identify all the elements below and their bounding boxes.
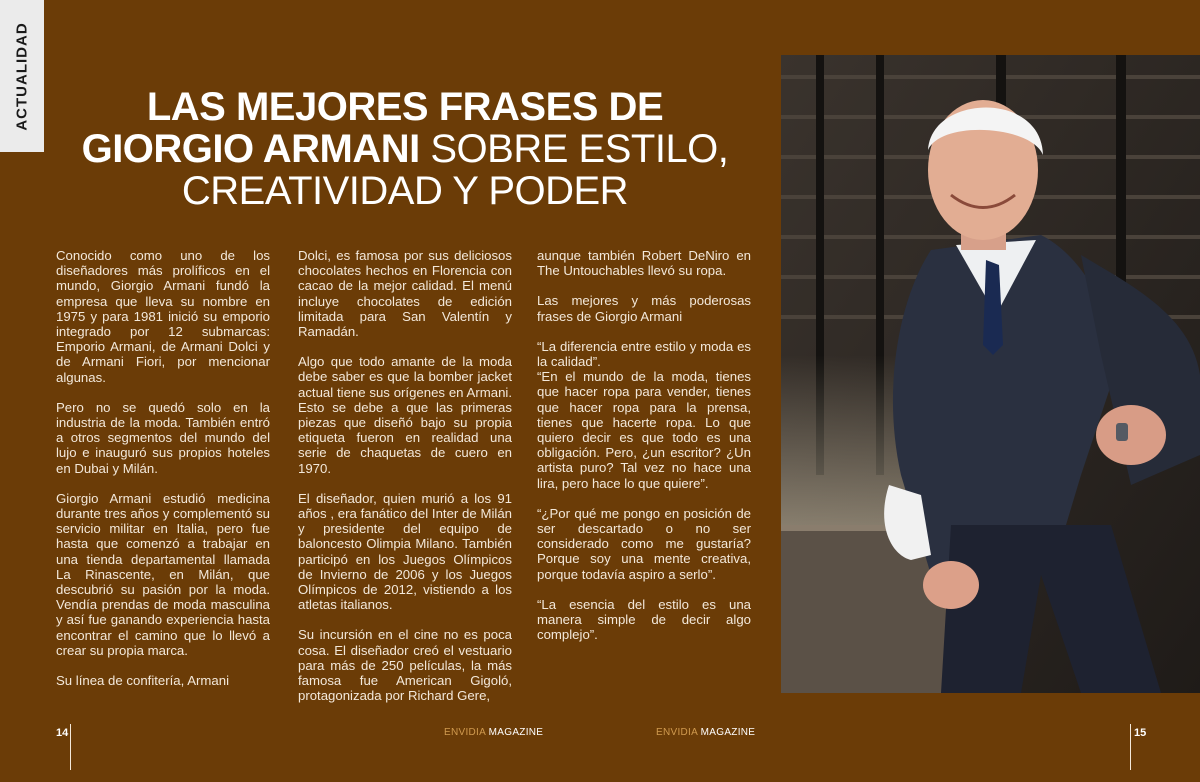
section-label: ACTUALIDAD xyxy=(13,21,31,131)
headline-line1: LAS MEJORES FRASES DE xyxy=(146,85,664,129)
page-number-left: 14 xyxy=(56,727,69,739)
brand-magazine: MAGAZINE xyxy=(697,727,756,738)
quote: “La esencia del estilo es una manera simple de decir algo complejo”. xyxy=(537,596,751,643)
text-column-1 xyxy=(56,248,270,703)
text-column-2 xyxy=(298,248,512,718)
paragraph: Algo que todo amante de la moda debe saber es que la bomber jacket actual tiene sus orígenes en Armani. Esto se debe a que las primeras piezas que diseñó bajo su propia etiqueta fueron en realidad una serie de chaquetas de cuero en 1970. xyxy=(298,354,512,476)
paragraph: Conocido como uno de los diseñadores más prolíficos en el mundo, Giorgio Armani fundó la empresa que lleva su nombre en 1975 y para 1981 inició su emporio integrado por 12 submarcas: Emporio Armani, de Armani Dolci y de Armani Fiori, por mencionar algunas. xyxy=(56,248,270,385)
footer-divider-left xyxy=(70,724,71,770)
headline-name: GIORGIO ARMANI xyxy=(81,127,420,171)
page-number-right: 15 xyxy=(1134,727,1147,739)
quotes-intro: Las mejores y más poderosas frases de Giorgio Armani xyxy=(537,293,751,324)
paragraph: Giorgio Armani estudió medicina durante tres años y complementó su servicio militar en Italia, pero fue hasta que comenzó a trabajar en una tienda departamental llamada La Rinascente, en Milán, que descubrió su pasión por la moda. Vendía prendas de moda masculina y así fue ganando experiencia hasta encontrar el camino que lo llevó a crear su propia marca. xyxy=(56,490,270,658)
footer-brand-right xyxy=(656,727,755,738)
footer-divider-right xyxy=(1130,724,1131,770)
brand-envidia: ENVIDIA xyxy=(444,727,486,738)
paragraph: Dolci, es famosa por sus deliciosos chocolates hechos en Florencia con cacao de la mejor calidad. El menú incluye chocolates de edición limitada para San Valentín y Ramadán. xyxy=(298,248,512,340)
paragraph: Pero no se quedó solo en la industria de la moda. También entró a otros segmentos del mundo del lujo e inauguró sus propios hoteles en Dubai y Milán. xyxy=(56,399,270,476)
quote: “La diferencia entre estilo y moda es la calidad”. xyxy=(537,338,751,370)
text-column-3 xyxy=(537,248,751,657)
paragraph: El diseñador, quien murió a los 91 años , era fanático del Inter de Milán y presidente del equipo de baloncesto Olimpia Milano. También participó en los Juegos Olímpicos de Invierno de 2006 y los Juegos Olímpicos de 2012, vistiendo a los atletas italianos. xyxy=(298,490,512,613)
section-tab xyxy=(0,0,44,152)
paragraph: Su línea de confitería, Armani xyxy=(56,673,230,689)
paragraph: Su incursión en el cine no es poca cosa. El diseñador creó el vestuario para más de 250 películas, la más famosa fue American Gigoló, protagonizada por Richard Gere, xyxy=(298,627,512,704)
headline-line3: CREATIVIDAD Y PODER xyxy=(181,169,629,213)
brand-magazine: MAGAZINE xyxy=(485,727,544,738)
quote: “¿Por qué me pongo en posición de ser descartado o no ser considerado como me gustaría? Porque soy una mente creativa, porque todavía aspiro a serlo”. xyxy=(537,505,751,582)
footer-brand-left xyxy=(444,727,543,738)
paragraph: aunque también Robert DeNiro en The Untouchables llevó su ropa. xyxy=(537,248,751,279)
portrait-photo xyxy=(781,55,1200,693)
headline-line2-rest: SOBRE ESTILO, xyxy=(419,127,729,171)
brand-envidia: ENVIDIA xyxy=(656,727,698,738)
article-headline xyxy=(50,86,760,212)
quote: “En el mundo de la moda, tienes que hacer ropa para vender, tienes que hacer ropa para la prensa, tienes que hacerte ropa. Lo que quiero decir es que todo es una obligación. Pero, ¿un escritor? ¿Un artista puro? Tal vez no hace una lira, pero hace lo que quiere”. xyxy=(537,369,751,491)
